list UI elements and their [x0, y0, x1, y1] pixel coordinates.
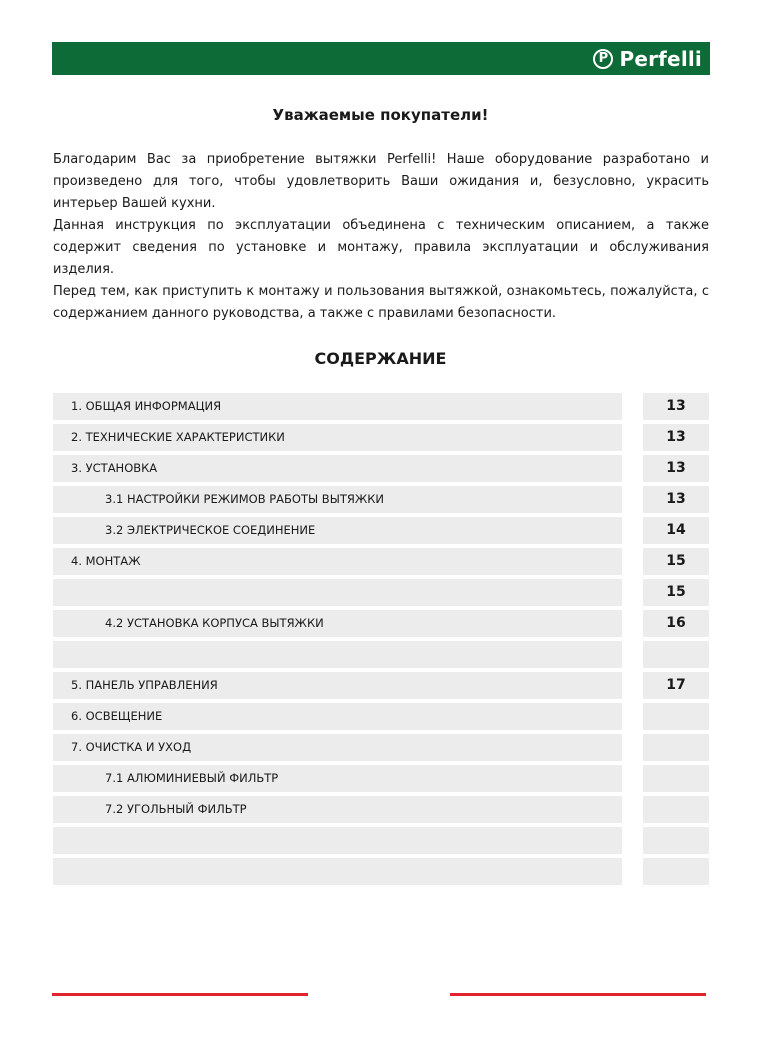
- toc-row[interactable]: [53, 517, 709, 544]
- brand-logo-icon: P: [593, 49, 613, 69]
- toc-row[interactable]: [53, 393, 709, 420]
- toc-page-number: 16: [643, 610, 709, 637]
- toc-row[interactable]: [53, 424, 709, 451]
- toc-page-number: [643, 734, 709, 761]
- toc-row[interactable]: [53, 548, 709, 575]
- toc-entry-label: 4.2 УСТАНОВКА КОРПУСА ВЫТЯЖКИ: [53, 610, 622, 637]
- toc-row[interactable]: [53, 486, 709, 513]
- greeting-title: Уважаемые покупатели!: [272, 106, 489, 124]
- toc-row[interactable]: [53, 765, 709, 792]
- toc-page-number: [643, 703, 709, 730]
- intro-paragraph: Перед тем, как приступить к монтажу и пользования вытяжкой, ознакомьтесь, пожалуйста, с содержанием данного руководства, а также с правилами безопасности.: [53, 284, 709, 321]
- toc-row[interactable]: [53, 641, 709, 668]
- toc-row[interactable]: [53, 827, 709, 854]
- toc-page-number: 14: [643, 517, 709, 544]
- toc-row[interactable]: [53, 858, 709, 885]
- intro-paragraph: Благодарим Вас за приобретение вытяжки Perfelli! Наше оборудование разработано и произведено для того, чтобы удовлетворить Ваши ожидания и, безусловно, украсить интерьер Вашей кухни.: [53, 152, 709, 211]
- toc-entry-label: 4. МОНТАЖ: [53, 548, 622, 575]
- toc-page-number: 15: [643, 548, 709, 575]
- intro-paragraph: Данная инструкция по эксплуатации объединена с техническим описанием, а также содержит сведения по установке и монтажу, правила эксплуатации и обслуживания изделия.: [53, 218, 709, 277]
- toc-page-number: [643, 858, 709, 885]
- toc-entry-label: [53, 858, 622, 885]
- toc-row[interactable]: [53, 734, 709, 761]
- brand-name: Perfelli: [619, 46, 702, 71]
- toc-entry-label: [53, 827, 622, 854]
- toc-page-number: 13: [643, 486, 709, 513]
- footer-line-left: [52, 993, 308, 996]
- contents-title: СОДЕРЖАНИЕ: [314, 349, 447, 368]
- toc-entry-label: [53, 579, 622, 606]
- toc-page-number: 15: [643, 579, 709, 606]
- toc-page-number: 13: [643, 455, 709, 482]
- toc-page-number: 17: [643, 672, 709, 699]
- toc-page-number: [643, 827, 709, 854]
- toc-entry-label: 6. ОСВЕЩЕНИЕ: [53, 703, 622, 730]
- footer-line-right: [450, 993, 706, 996]
- toc-page-number: 13: [643, 424, 709, 451]
- intro-text: [53, 149, 709, 325]
- toc-page-number: [643, 796, 709, 823]
- toc-entry-label: 1. ОБЩАЯ ИНФОРМАЦИЯ: [53, 393, 622, 420]
- toc-entry-label: 7. ОЧИСТКА И УХОД: [53, 734, 622, 761]
- toc-entry-label: 3.2 ЭЛЕКТРИЧЕСКОЕ СОЕДИНЕНИЕ: [53, 517, 622, 544]
- brand: [593, 42, 702, 75]
- toc-page-number: [643, 641, 709, 668]
- toc-entry-label: 7.2 УГОЛЬНЫЙ ФИЛЬТР: [53, 796, 622, 823]
- toc-row[interactable]: [53, 610, 709, 637]
- toc-row[interactable]: [53, 796, 709, 823]
- toc-entry-label: 2. ТЕХНИЧЕСКИЕ ХАРАКТЕРИСТИКИ: [53, 424, 622, 451]
- toc-entry-label: 3.1 НАСТРОЙКИ РЕЖИМОВ РАБОТЫ ВЫТЯЖКИ: [53, 486, 622, 513]
- toc-row[interactable]: [53, 455, 709, 482]
- toc-row[interactable]: [53, 672, 709, 699]
- toc-page-number: [643, 765, 709, 792]
- toc-entry-label: 7.1 АЛЮМИНИЕВЫЙ ФИЛЬТР: [53, 765, 622, 792]
- toc-page-number: 13: [643, 393, 709, 420]
- header-bar: [52, 42, 710, 75]
- toc-entry-label: 3. УСТАНОВКА: [53, 455, 622, 482]
- toc-entry-label: 5. ПАНЕЛЬ УПРАВЛЕНИЯ: [53, 672, 622, 699]
- toc-row[interactable]: [53, 579, 709, 606]
- toc-row[interactable]: [53, 703, 709, 730]
- toc-entry-label: [53, 641, 622, 668]
